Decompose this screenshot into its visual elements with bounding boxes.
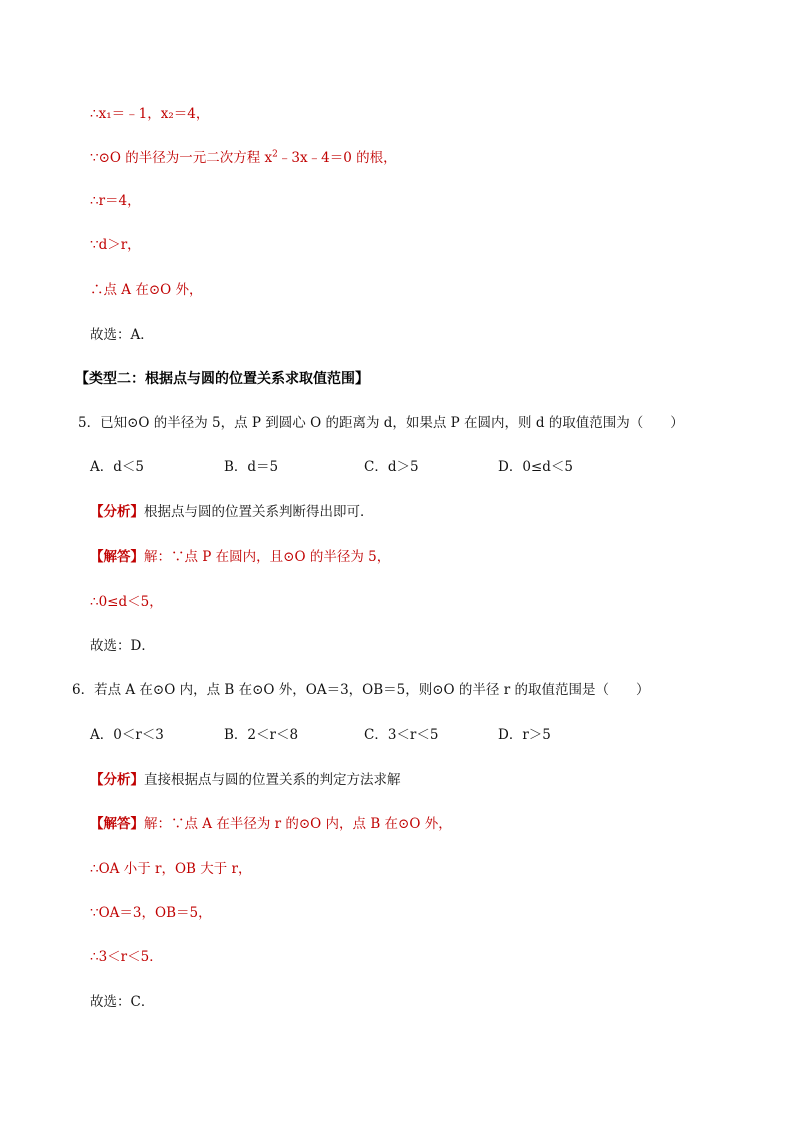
answer-line: 故选：C． bbox=[90, 994, 155, 1010]
option-c: C．d＞5 bbox=[364, 459, 419, 475]
solution-text: 解：∵点 P 在圆内，且⊙O 的半径为 5， bbox=[144, 549, 391, 565]
analysis-tag: 【分析】 bbox=[90, 772, 144, 788]
solution-line bbox=[90, 815, 452, 833]
section-heading: 【类型二：根据点与圆的位置关系求取值范围】 bbox=[75, 371, 369, 387]
solution-line: ∴3＜r＜5． bbox=[90, 949, 163, 965]
solution-line bbox=[90, 149, 397, 167]
option-b: B．d＝5 bbox=[224, 459, 279, 475]
option-a: A．0＜r＜3 bbox=[90, 727, 164, 743]
solution-text: ∵⊙O 的半径为一元二次方程 x bbox=[90, 150, 273, 166]
exponent: 2 bbox=[272, 149, 278, 160]
option-b: B．2＜r＜8 bbox=[224, 727, 299, 743]
analysis-text: 根据点与圆的位置关系判断得出即可． bbox=[144, 504, 374, 520]
option-c: C．3＜r＜5 bbox=[364, 727, 439, 743]
solution-line: ∴OA 小于 r，OB 大于 r， bbox=[90, 861, 252, 877]
question-stem: 6．若点 A 在⊙O 内，点 B 在⊙O 外，OA＝3，OB＝5，则⊙O 的半径 r 的取值范围是（ ） bbox=[72, 682, 650, 698]
option-d: D．r＞5 bbox=[498, 727, 551, 743]
solution-line: ∵d＞r， bbox=[90, 237, 141, 253]
solution-line: ∴x₁＝﹣1，x₂＝4， bbox=[90, 106, 210, 122]
solution-tag: 【解答】 bbox=[90, 816, 144, 832]
analysis-tag: 【分析】 bbox=[90, 504, 144, 520]
solution-line bbox=[90, 548, 390, 566]
solution-line: ∴点 A 在⊙O 外， bbox=[90, 282, 203, 298]
analysis-line bbox=[90, 503, 374, 521]
option-d: D．0≤d＜5 bbox=[498, 459, 573, 475]
question-stem: 5．已知⊙O 的半径为 5，点 P 到圆心 O 的距离为 d，如果点 P 在圆内，则 d 的取值范围为（ ） bbox=[78, 415, 684, 431]
solution-text: 解：∵点 A 在半径为 r 的⊙O 内，点 B 在⊙O 外， bbox=[144, 816, 452, 832]
answer-line: 故选：A． bbox=[90, 327, 154, 343]
answer-line: 故选：D． bbox=[90, 638, 155, 654]
analysis-line bbox=[90, 771, 401, 789]
analysis-text: 直接根据点与圆的位置关系的判定方法求解 bbox=[144, 772, 401, 788]
solution-tag: 【解答】 bbox=[90, 549, 144, 565]
solution-line: ∵OA＝3，OB＝5， bbox=[90, 905, 212, 921]
solution-line: ∴r＝4， bbox=[90, 193, 141, 209]
option-a: A．d＜5 bbox=[90, 459, 144, 475]
solution-line: ∴0≤d＜5， bbox=[90, 594, 163, 610]
solution-text: ﹣3x﹣4＝0 的根， bbox=[277, 150, 397, 166]
